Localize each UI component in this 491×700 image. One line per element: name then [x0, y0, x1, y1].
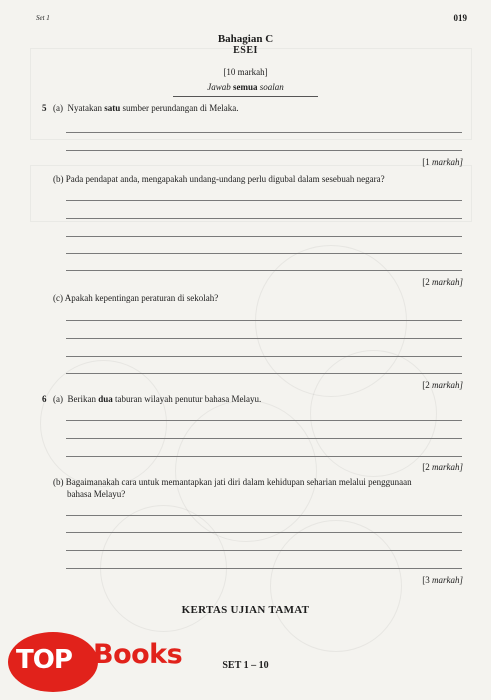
question-6a: [53, 394, 261, 405]
question-5a-label: (a): [53, 103, 63, 113]
question-5a-text: Nyatakan satu sumber perundangan di Melaka.: [67, 103, 239, 113]
question-5b-marks: [2 markah]: [422, 277, 463, 287]
answer-line[interactable]: [66, 338, 462, 339]
question-5c: [53, 293, 218, 304]
question-5c-marks: [2 markah]: [422, 380, 463, 390]
answer-line[interactable]: [66, 150, 462, 151]
answer-line[interactable]: [66, 218, 462, 219]
answer-line[interactable]: [66, 132, 462, 133]
question-6a-label: (a): [53, 394, 63, 404]
question-6-number: 6: [42, 394, 47, 404]
bleed-through-shape: [270, 520, 402, 652]
question-5c-label: (c): [53, 293, 63, 303]
question-5a: [53, 103, 238, 114]
answer-line[interactable]: [66, 373, 462, 374]
answer-line[interactable]: [66, 438, 462, 439]
answer-line[interactable]: [66, 253, 462, 254]
question-6b-label: (b): [53, 477, 64, 487]
instruction-bold: semua: [232, 82, 258, 92]
answer-line[interactable]: [66, 550, 462, 551]
section-subtitle: ESEI: [233, 45, 258, 56]
answer-line[interactable]: [66, 456, 462, 457]
divider: [173, 96, 318, 97]
end-of-paper-title: KERTAS UJIAN TAMAT: [181, 604, 310, 616]
answer-line[interactable]: [66, 270, 462, 271]
answer-line[interactable]: [66, 236, 462, 237]
question-5b-text: Pada pendapat anda, mengapakah undang-undang perlu digubal dalam sesebuah negara?: [65, 174, 385, 184]
section-instruction: [0, 82, 491, 92]
set-label: Set 1: [36, 14, 50, 22]
set-range: SET 1 – 10: [222, 660, 269, 671]
question-6b-marks: [3 markah]: [422, 575, 463, 585]
answer-line[interactable]: [66, 532, 462, 533]
section-title: Bahagian C: [217, 33, 274, 45]
section-marks: [10 markah]: [223, 67, 268, 77]
answer-line[interactable]: [66, 320, 462, 321]
answer-line[interactable]: [66, 568, 462, 569]
logo-books-text: Books: [93, 639, 183, 670]
question-6b-text-line2: bahasa Melayu?: [67, 489, 126, 499]
question-5b-label: (b): [53, 174, 64, 184]
question-5-number: 5: [42, 103, 47, 113]
logo-badge: [8, 632, 98, 692]
question-6b-text-line1: Bagaimanakah cara untuk memantapkan jati diri dalam kehidupan seharian melalui penggunaan: [65, 477, 412, 487]
instruction-pre: Jawab: [207, 82, 231, 92]
instruction-post: soalan: [259, 82, 284, 92]
answer-line[interactable]: [66, 515, 462, 516]
answer-line[interactable]: [66, 356, 462, 357]
question-6b: [53, 477, 412, 488]
question-6a-marks: [2 markah]: [422, 462, 463, 472]
bleed-through-shape: [30, 48, 472, 140]
answer-line[interactable]: [66, 420, 462, 421]
topbooks-logo: [8, 632, 208, 698]
bleed-through-shape: [310, 350, 437, 477]
question-5a-marks: [1 markah]: [422, 157, 463, 167]
answer-line[interactable]: [66, 200, 462, 201]
question-5c-text: Apakah kepentingan peraturan di sekolah?: [64, 293, 219, 303]
logo-top-text: TOP: [16, 645, 72, 675]
page-number: 019: [453, 13, 467, 23]
bleed-through-shape: [40, 360, 167, 487]
question-6a-text: Berikan dua taburan wilayah penutur bahasa Melayu.: [67, 394, 262, 404]
question-5b: [53, 174, 385, 185]
